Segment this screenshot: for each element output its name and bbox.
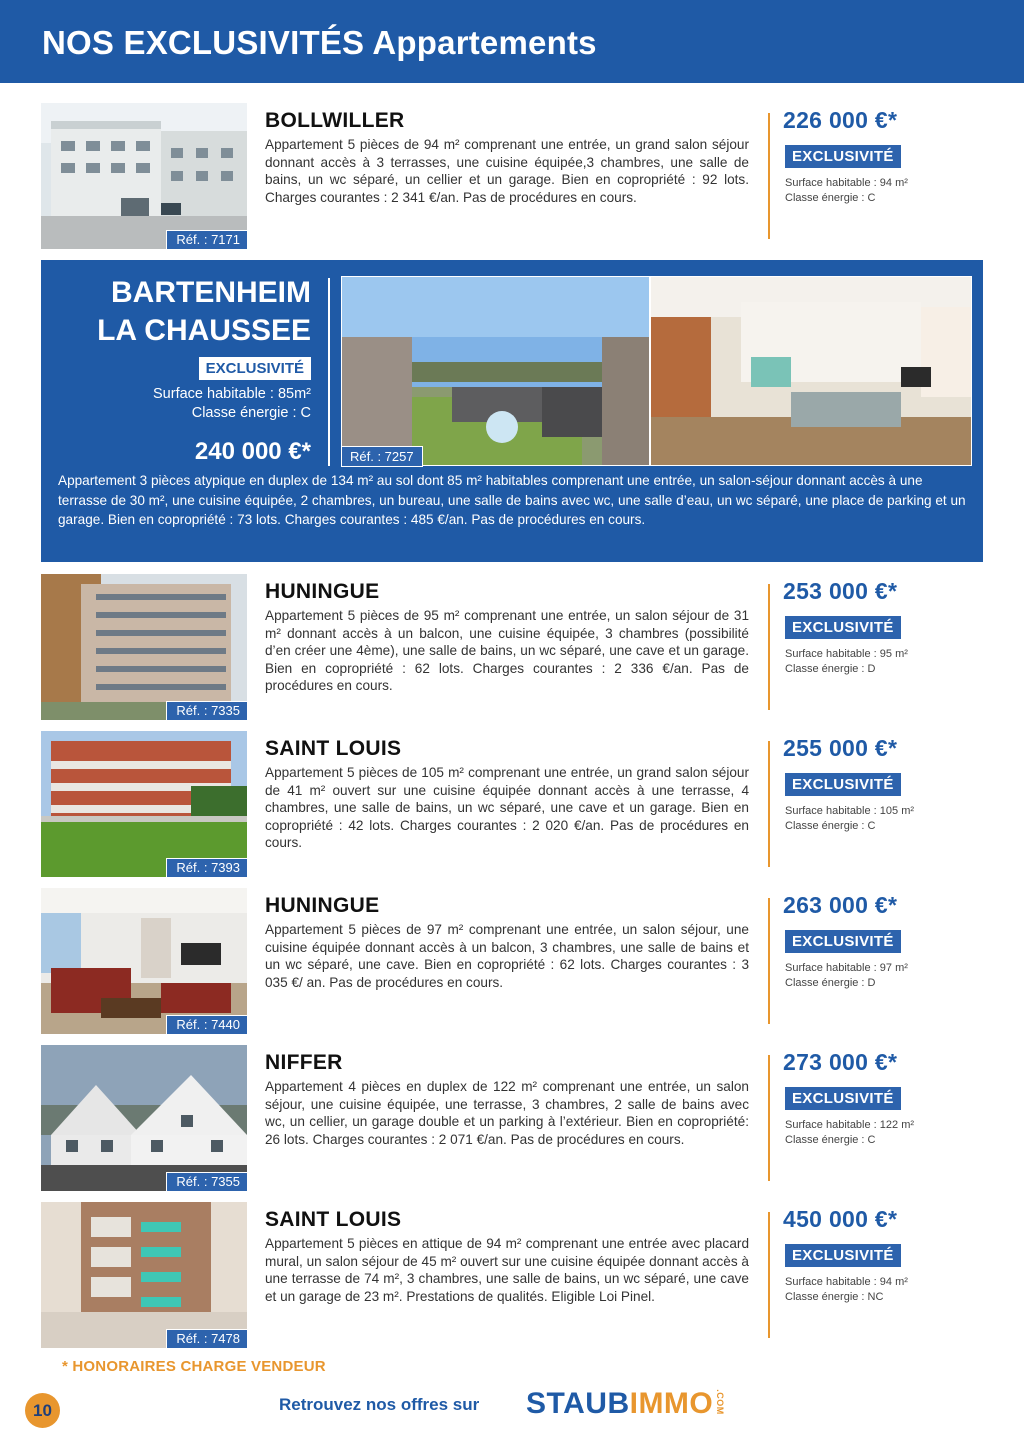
reference-label: Réf. : 7257	[341, 446, 423, 467]
living-room-photo	[650, 276, 972, 466]
surface-area: Surface habitable : 94 m²	[785, 177, 908, 189]
featured-city	[97, 274, 311, 350]
energy-class: Classe énergie : C	[785, 192, 876, 204]
listing-card[interactable]	[41, 1202, 941, 1350]
new-build-model-photo	[41, 1202, 247, 1348]
listing-description: Appartement 4 pièces en duplex de 122 m² comprenant une entrée, un salon séjour, une cuisine équipée, une terrasse, 3 chambres, 2 salle de bains avec wc, un cellier, un garage double et un parking à l’extérieur. Bien en copropriété: 26 lots. Charges courantes : 2 071 €/an. Pas de procédures en cours.	[265, 1079, 749, 1147]
featured-city-line2: LA CHAUSSEE	[97, 314, 311, 347]
listing-card[interactable]	[41, 1045, 941, 1193]
listing-city: NIFFER	[265, 1051, 343, 1074]
divider	[768, 741, 770, 867]
fees-footnote: * HONORAIRES CHARGE VENDEUR	[62, 1358, 326, 1375]
listing-specs	[785, 647, 908, 677]
featured-price: 240 000 €*	[194, 438, 311, 465]
listing-price: 273 000 €*	[783, 1049, 898, 1075]
terrace-photo	[341, 276, 650, 466]
surface-area: Surface habitable : 95 m²	[785, 648, 908, 660]
reference-label: Réf. : 7171	[166, 230, 247, 249]
listing-card[interactable]	[41, 574, 941, 722]
listing-description: Appartement 5 pièces de 97 m² comprenant une entrée, un salon séjour, une cuisine équipée donnant accès à un balcon, 3 chambres, une salle de bains et un wc séparé, une cave. Bien en copropriété : 62 lots. Charges courantes : 3 035 €/ an. Pas de procédures en cours.	[265, 922, 749, 990]
exclusivity-badge: EXCLUSIVITÉ	[785, 930, 901, 953]
listing-specs	[785, 176, 908, 206]
listing-description: Appartement 5 pièces de 95 m² comprenant une entrée, un salon séjour de 31 m² donnant accès à un balcon, une cuisine équipée, 3 chambres (possibilité d’en créer une 4ème), une salle de bains, un wc séparé, une cave et un garage. Bien en copropriété : 62 lots. Charges courantes : 2 336 €/an. Pas de procédures en cours.	[265, 608, 749, 694]
listing-city: BOLLWILLER	[265, 109, 405, 132]
listing-card[interactable]	[41, 103, 941, 251]
surface-area: Surface habitable : 105 m²	[785, 805, 915, 817]
promo-text: Retrouvez nos offres sur	[279, 1395, 480, 1414]
listing-description: Appartement 5 pièces de 94 m² comprenant une entrée, un grand salon séjour donnant accès à 3 terrasses, une cuisine équipée,3 chambres, une salle de bains, un wc séparé, un cellier et un garage. Bien en copropriété : 92 lots. Charges courantes : 2 341 €/an. Pas de procédures en cours.	[265, 137, 749, 205]
exclusivity-badge: EXCLUSIVITÉ	[199, 357, 311, 380]
energy-class: Classe énergie : C	[785, 1134, 876, 1146]
listing-specs	[785, 1118, 914, 1148]
energy-class: Classe énergie : C	[785, 820, 876, 832]
listing-card[interactable]	[41, 888, 941, 1036]
exclusivity-badge: EXCLUSIVITÉ	[785, 145, 901, 168]
listing-city: SAINT LOUIS	[265, 1208, 402, 1231]
logo-part-staub: STAUB	[526, 1387, 630, 1420]
living-room-photo	[41, 888, 247, 1034]
energy-class: Classe énergie : NC	[785, 1291, 884, 1303]
divider	[768, 1212, 770, 1338]
exclusivity-badge: EXCLUSIVITÉ	[785, 616, 901, 639]
staubimmo-logo[interactable]	[526, 1387, 739, 1421]
surface-area: Surface habitable : 94 m²	[785, 1276, 908, 1288]
reference-label: Réf. : 7440	[166, 1015, 247, 1034]
residence-garden-photo	[41, 731, 247, 877]
apartment-building-photo	[41, 103, 247, 249]
listing-price: 255 000 €*	[783, 735, 898, 761]
page-title: NOS EXCLUSIVITÉS Appartements	[42, 24, 597, 61]
exclusivity-badge: EXCLUSIVITÉ	[785, 1244, 901, 1267]
exclusivity-badge: EXCLUSIVITÉ	[785, 1087, 901, 1110]
listing-city: HUNINGUE	[265, 894, 380, 917]
listing-specs	[785, 1275, 908, 1305]
listing-specs	[785, 804, 914, 834]
reference-label: Réf. : 7335	[166, 701, 247, 720]
energy-class: Classe énergie : C	[191, 405, 311, 421]
divider	[768, 898, 770, 1024]
logo-part-immo: IMMO	[629, 1387, 714, 1420]
exclusivity-badge: EXCLUSIVITÉ	[785, 773, 901, 796]
featured-description: Appartement 3 pièces atypique en duplex de 134 m² au sol dont 85 m² habitables comprenant une entrée, un salon-séjour donnant accès à une terrasse de 30 m², une cuisine équipée, 2 chambres, un bureau, une salle de bains avec wc, une salle d’eau, un wc séparé, une place de parking et un garage. Bien en copropriété : 73 lots. Charges courantes : 485 €/an. Pas de procédures en cours.	[58, 473, 966, 527]
listing-card[interactable]	[41, 731, 941, 879]
reference-label: Réf. : 7393	[166, 858, 247, 877]
energy-class: Classe énergie : D	[785, 663, 876, 675]
divider	[328, 278, 330, 466]
divider	[768, 113, 770, 239]
surface-area: Surface habitable : 122 m²	[785, 1119, 915, 1131]
reference-label: Réf. : 7478	[166, 1329, 247, 1348]
featured-listing[interactable]	[41, 260, 983, 562]
listing-city: HUNINGUE	[265, 580, 380, 603]
featured-specs	[153, 385, 311, 423]
gabled-residence-photo	[41, 1045, 247, 1191]
featured-city-line1: BARTENHEIM	[111, 276, 311, 309]
listing-city: SAINT LOUIS	[265, 737, 402, 760]
listing-price: 450 000 €*	[783, 1206, 898, 1232]
apartment-tower-photo	[41, 574, 247, 720]
reference-label: Réf. : 7355	[166, 1172, 247, 1191]
divider	[768, 584, 770, 710]
listing-description: Appartement 5 pièces de 105 m² comprenant une entrée, un grand salon séjour de 41 m² ouvert sur une cuisine équipée donnant accès à une terrasse, 4 chambres, une salle de bains, un wc séparé, une cave et un garage. Bien en copropriété : 42 lots. Charges courantes : 2 020 €/an. Pas de procédures en cours.	[265, 765, 749, 851]
page-header	[0, 0, 1024, 83]
surface-area: Surface habitable : 97 m²	[785, 962, 908, 974]
listing-price: 226 000 €*	[783, 107, 898, 133]
listing-price: 263 000 €*	[783, 892, 898, 918]
page-number: 10	[25, 1393, 60, 1428]
logo-suffix: .COM	[715, 1389, 726, 1415]
listing-specs	[785, 961, 908, 991]
energy-class: Classe énergie : D	[785, 977, 876, 989]
divider	[768, 1055, 770, 1181]
listing-description: Appartement 5 pièces en attique de 94 m² comprenant une entrée avec placard mural, un salon séjour de 45 m² ouvert sur une cuisine équipée donnant accès à une terrasse de 74 m², 3 chambres, une salle de bains, un wc séparé, une cave et un garage de 23 m². Prestations de qualités. Eligible Loi Pinel.	[265, 1236, 749, 1304]
listing-price: 253 000 €*	[783, 578, 898, 604]
surface-area: Surface habitable : 85m²	[153, 386, 311, 402]
